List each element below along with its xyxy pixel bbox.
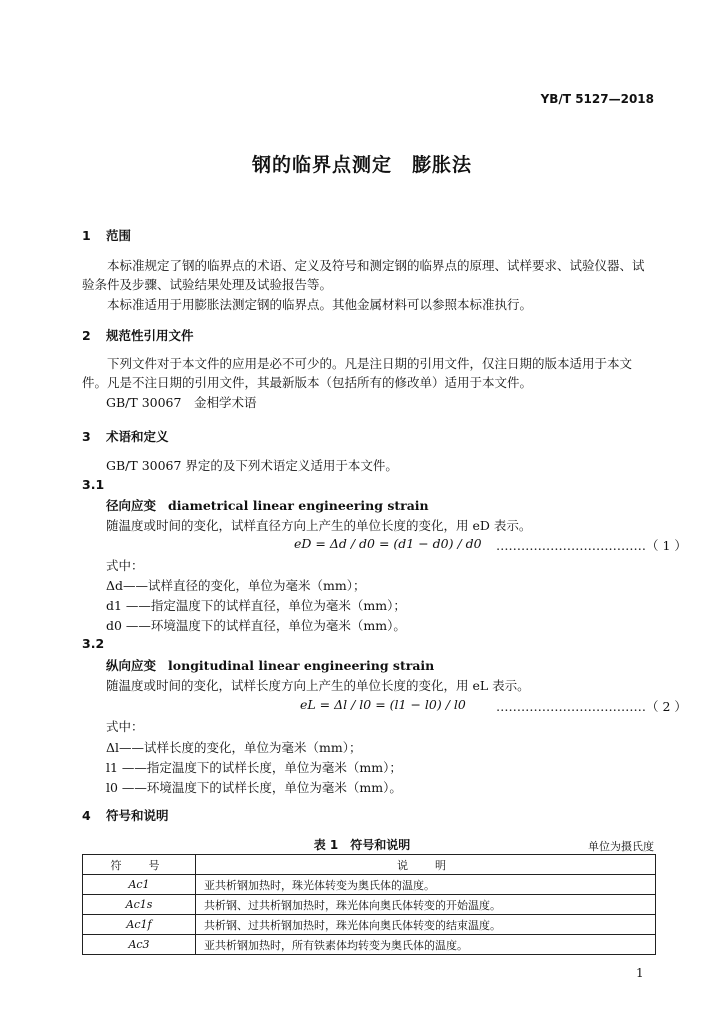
term-3-1-title: [106, 496, 429, 514]
symbol-cell: Ac3: [83, 935, 196, 955]
section-1-paragraph-2: 本标准适用于用膨胀法测定钢的临界点。其他金属材料可以参照本标准执行。: [107, 297, 533, 312]
header-symbol: 符 号: [83, 855, 196, 875]
where-label: 式中：: [106, 558, 144, 573]
description-cell: 亚共析钢加热时，所有铁素体均转变为奥氏体的温度。: [196, 935, 656, 955]
variable-line: d0 ——环境温度下的试样直径，单位为毫米（mm）。: [106, 618, 406, 633]
variable-line: l1 ——指定温度下的试样长度，单位为毫米（mm）；: [106, 760, 402, 775]
symbol-cell: Ac1: [83, 875, 196, 895]
section-2-heading: [82, 326, 194, 344]
table-unit-note: 单位为摄氏度: [588, 840, 654, 853]
section-title: 规范性引用文件: [106, 328, 194, 343]
table-row: [83, 935, 656, 955]
description-cell: 亚共析钢加热时，珠光体转变为奥氏体的温度。: [196, 875, 656, 895]
table-caption: 表 1 符号和说明: [313, 838, 411, 852]
normative-reference: GB/T 30067 金相学术语: [106, 395, 257, 410]
section-3-heading: [82, 427, 169, 445]
header-description: 说 明: [196, 855, 656, 875]
term-cn: 纵向应变: [106, 658, 157, 673]
term-3-1-definition: 随温度或时间的变化，试样直径方向上产生的单位长度的变化，用 eD 表示。: [106, 518, 532, 533]
section-number: 1: [82, 228, 91, 243]
section-number: 2: [82, 328, 91, 343]
page-title: 钢的临界点测定 膨胀法: [251, 154, 472, 176]
section-number: 4: [82, 808, 91, 823]
description-cell: 共析钢、过共析钢加热时，珠光体向奥氏体转变的开始温度。: [196, 895, 656, 915]
section-title: 术语和定义: [106, 429, 169, 444]
symbols-table: [82, 854, 656, 955]
section-4-heading: [82, 806, 169, 824]
section-1-heading: [82, 226, 131, 244]
variable-line: d1 ——指定温度下的试样直径，单位为毫米（mm）；: [106, 598, 406, 613]
table-row: [83, 895, 656, 915]
table-row: [83, 875, 656, 895]
term-cn: 径向应变: [106, 498, 157, 513]
term-3-2-title: [106, 656, 434, 674]
section-title: 符号和说明: [106, 808, 169, 823]
formula-2: eL = Δl / l0 = (l1 − l0) / l0: [300, 697, 466, 712]
term-3-2-definition: 随温度或时间的变化，试样长度方向上产生的单位长度的变化，用 eL 表示。: [106, 678, 530, 693]
table-row: [83, 915, 656, 935]
symbol-cell: Ac1f: [83, 915, 196, 935]
symbol-cell: Ac1s: [83, 895, 196, 915]
formula-1: eD = Δd / d0 = (d1 − d0) / d0: [294, 536, 482, 551]
description-cell: 共析钢、过共析钢加热时，珠光体向奥氏体转变的结束温度。: [196, 915, 656, 935]
page-number: 1: [636, 966, 644, 980]
section-title: 范围: [106, 228, 132, 243]
where-label: 式中：: [106, 719, 144, 734]
variable-line: Δl——试样长度的变化，单位为毫米（mm）；: [106, 740, 362, 755]
section-1-paragraph-1: 本标准规定了钢的临界点的术语、定义及符号和测定钢的临界点的原理、试样要求、试验仪器、试验条件及步骤、试验结果处理及试验报告等。: [82, 258, 645, 292]
term-en: diametrical linear engineering strain: [168, 498, 429, 513]
variable-line: Δd——试样直径的变化，单位为毫米（mm）；: [106, 578, 366, 593]
term-3-1-number: 3.1: [82, 477, 105, 492]
variable-line: l0 ——环境温度下的试样长度，单位为毫米（mm）。: [106, 780, 402, 795]
section-number: 3: [82, 429, 91, 444]
term-en: longitudinal linear engineering strain: [168, 658, 435, 673]
section-2-paragraph-1: 下列文件对于本文件的应用是必不可少的。凡是注日期的引用文件，仅注日期的版本适用于本文件。凡是不注日期的引用文件，其最新版本（包括所有的修改单）适用于本文件。: [82, 356, 633, 390]
standard-number: YB/T 5127—2018: [540, 92, 654, 106]
term-3-2-number: 3.2: [82, 636, 105, 651]
table-header-row: [83, 855, 656, 875]
equation-number-1: ………………………………（ 1 ）: [496, 538, 687, 553]
equation-number-2: ………………………………（ 2 ）: [496, 699, 687, 714]
section-3-paragraph-1: GB/T 30067 界定的及下列术语定义适用于本文件。: [106, 458, 398, 473]
